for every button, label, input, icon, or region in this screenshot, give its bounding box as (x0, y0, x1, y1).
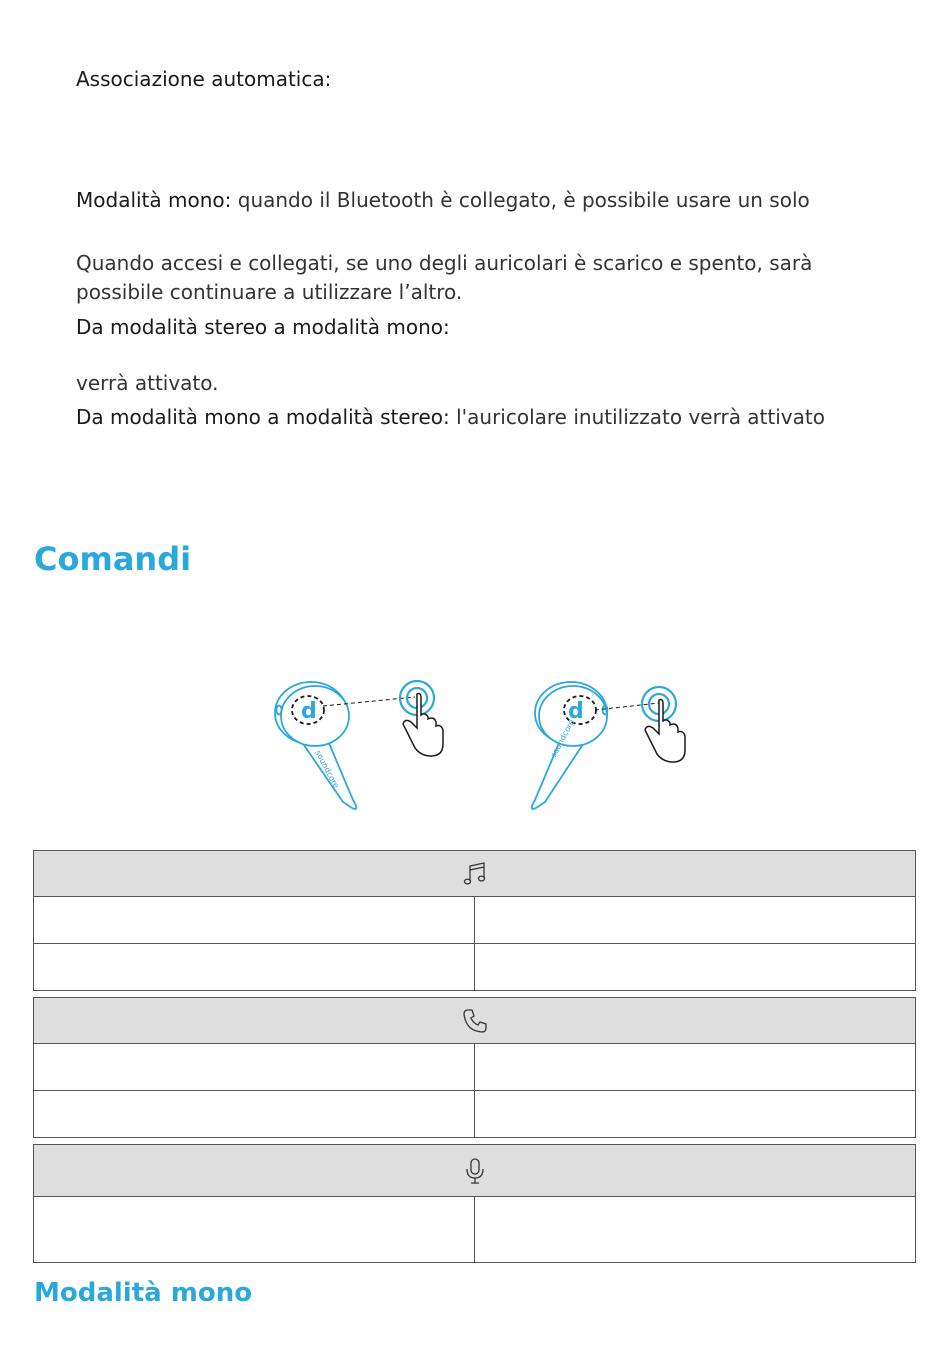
stereo-to-mono-label: Da modalità stereo a modalità mono: (76, 315, 450, 339)
right-earbud-icon (532, 682, 659, 809)
svg-text:d: d (301, 699, 317, 724)
activated-text: verrà attivato. (76, 371, 219, 395)
table-cell (34, 1091, 475, 1138)
mono-mode-heading: Modalità mono (34, 1278, 253, 1308)
auto-pairing-label: Associazione automatica: (76, 67, 332, 91)
table-cell (475, 1197, 916, 1263)
svg-text:d: d (568, 699, 584, 724)
table-cell (34, 1044, 475, 1091)
table-row (34, 1044, 916, 1091)
table-cell (475, 944, 916, 991)
mono-to-stereo-text: l'auricolare inutilizzato verrà attivato (449, 405, 825, 429)
left-brand-text: soundcore (313, 748, 341, 790)
mono-mode-text: quando il Bluetooth è collegato, è possibile usare un solo (231, 188, 810, 212)
phone-icon (461, 1007, 489, 1035)
table-row (34, 1197, 916, 1263)
left-tap-gesture-icon (400, 681, 443, 756)
table-cell (34, 897, 475, 944)
mono-mode-paragraph (76, 186, 896, 215)
battery-paragraph: Quando accesi e collegati, se uno degli auricolari è scarico e spento, sarà possibile continuare a utilizzare l’altro. (76, 251, 813, 304)
table-header-cell (34, 1145, 916, 1197)
mono-to-stereo-label: Da modalità mono a modalità stereo: (76, 405, 450, 429)
right-tap-gesture-icon (642, 687, 685, 762)
table-header-cell (34, 851, 916, 897)
table-cell (475, 897, 916, 944)
controls-heading: Comandi (34, 540, 192, 578)
left-earbud-icon (275, 682, 415, 809)
table-cell (475, 1044, 916, 1091)
earbud-tap-illustration (255, 670, 715, 820)
table-row (34, 897, 916, 944)
mono-mode-label: Modalità mono: (76, 188, 232, 212)
table-row (34, 1091, 916, 1138)
table-header-row (34, 1145, 916, 1197)
music-controls-table (33, 850, 916, 991)
right-brand-text: soundcore (548, 717, 577, 759)
call-controls-table (33, 997, 916, 1138)
table-cell (34, 1197, 475, 1263)
music-note-icon (461, 860, 489, 888)
microphone-icon (461, 1156, 489, 1186)
table-cell (475, 1091, 916, 1138)
mono-to-stereo-paragraph (76, 403, 896, 432)
table-header-cell (34, 998, 916, 1044)
table-row (34, 944, 916, 991)
table-header-row (34, 851, 916, 897)
voice-assistant-table (33, 1144, 916, 1263)
table-cell (34, 944, 475, 991)
table-header-row (34, 998, 916, 1044)
